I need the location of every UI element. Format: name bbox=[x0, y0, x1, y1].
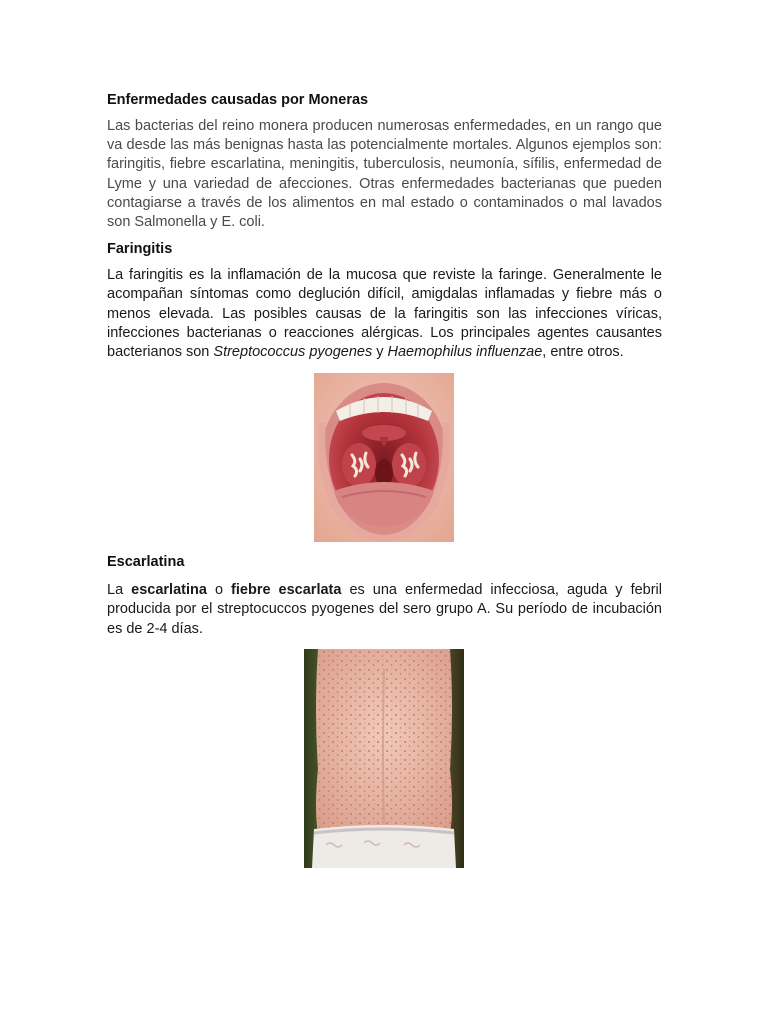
main-heading: Enfermedades causadas por Moneras bbox=[107, 92, 369, 108]
escarlatina-text-c: es una enfermedad infecciosa, aguda y febril producida por el streptocuccos pyogenes del sero grupo A. Su período de incubación es de 2-4 días. bbox=[107, 582, 662, 637]
faringitis-heading: Faringitis bbox=[107, 241, 173, 258]
escarlatina-text-b: o bbox=[206, 582, 232, 599]
species-haemophilus: Haemophilus influenzae bbox=[387, 344, 543, 361]
document-content bbox=[107, 92, 662, 868]
faringitis-text-1: La faringitis es la inflamación de la mucosa que reviste la faringe. Generalmente le acompañan síntomas como deglución difícil, amigdalas inflamadas y fiebre más o menos elevada. Las posibles causas de la faringitis son las infecciones víricas, infecciones bacterianas o reacciones alérgicas. Los principales agentes causantes bacterianos son bbox=[107, 267, 662, 361]
faringitis-text-2: , entre otros. bbox=[542, 344, 624, 361]
escarlatina-paragraph bbox=[107, 581, 662, 639]
faringitis-conj: y bbox=[372, 344, 388, 361]
escarlatina-heading: Escarlatina bbox=[107, 554, 185, 571]
scarlet-fever-photo bbox=[304, 649, 464, 868]
term-escarlatina: escarlatina bbox=[131, 582, 207, 599]
pharyngitis-photo bbox=[314, 373, 454, 542]
faringitis-paragraph bbox=[107, 266, 662, 362]
term-fiebre-escarlata: fiebre escarlata bbox=[231, 582, 342, 599]
escarlatina-text-a: La bbox=[107, 582, 132, 599]
species-streptococcus: Streptococcus pyogenes bbox=[213, 344, 373, 361]
intro-paragraph: Las bacterias del reino monera producen numerosas enfermedades, en un rango que va desde las más benignas hasta las potencialmente mortales. Algunos ejemplos son: faringitis, fiebre escarlatina, meningitis, tuberculosis, neumonía, sífilis, enfermedad de Lyme y una variedad de afecciones. Otras enfermedades bacterianas que pueden contagiarse a través de los alimentos en mal estado o contaminados o mal lavados son Salmonella y E. coli. bbox=[107, 118, 662, 231]
